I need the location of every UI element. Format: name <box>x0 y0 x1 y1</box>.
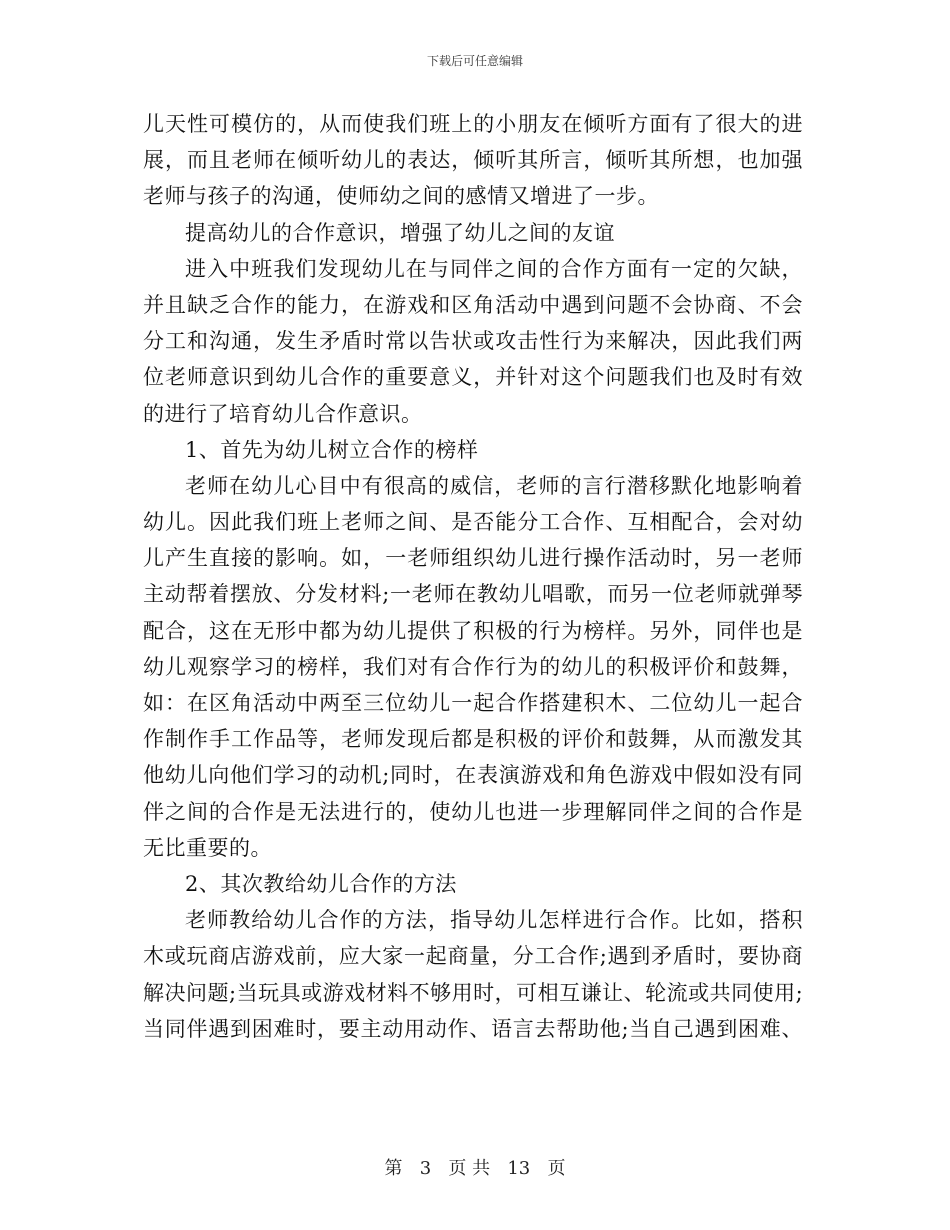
text-line: 提高幼儿的合作意识，增强了幼儿之间的友谊 <box>185 220 615 245</box>
text-line: 的进行了培育幼儿合作意识。 <box>143 401 423 426</box>
text-line: 伴之间的合作是无法进行的，使幼儿也进一步理解同伴之间的合作是 <box>143 799 803 824</box>
text-line: 位老师意识到幼儿合作的重要意义，并针对这个问题我们也及时有效 <box>143 365 803 390</box>
text-line: 解决问题;当玩具或游戏材料不够用时，可相互谦让、轮流或共同使用; <box>143 980 804 1005</box>
text-line: 主动帮着摆放、分发材料;一老师在教幼儿唱歌，而另一位老师就弹琴 <box>143 582 803 607</box>
text-line: 作制作手工作品等，老师发现后都是积极的评价和鼓舞，从而激发其 <box>143 727 803 752</box>
text-line: 1、首先为幼儿树立合作的榜样 <box>185 437 479 462</box>
text-line: 老师在幼儿心目中有很高的威信，老师的言行潜移默化地影响着 <box>185 473 803 498</box>
text-line: 并且缺乏合作的能力，在游戏和区角活动中遇到问题不会协商、不会 <box>143 292 803 317</box>
text-line: 配合，这在无形中都为幼儿提供了积极的行为榜样。另外，同伴也是 <box>143 618 803 643</box>
text-line: 2、其次教给幼儿合作的方法 <box>185 871 457 896</box>
footer-suffix: 页 <box>547 1158 566 1179</box>
footer-prefix: 第 <box>384 1158 403 1179</box>
text-line: 展，而且老师在倾听幼儿的表达，倾听其所言，倾听其所想，也加强 <box>143 148 803 173</box>
text-line: 他幼儿向他们学习的动机;同时，在表演游戏和角色游戏中假如没有同 <box>143 763 803 788</box>
header-note: 下载后可任意编辑 <box>426 54 523 68</box>
text-line: 老师教给幼儿合作的方法，指导幼儿怎样进行合作。比如，搭积 <box>185 908 803 933</box>
text-line: 如：在区角活动中两至三位幼儿一起合作搭建积木、二位幼儿一起合 <box>143 691 803 715</box>
text-line: 分工和沟通，发生矛盾时常以告状或攻击性行为来解决，因此我们两 <box>143 329 803 354</box>
document-body <box>143 106 803 1047</box>
footer-current-page: 3 <box>419 1158 432 1179</box>
text-line: 幼儿。因此我们班上老师之间、是否能分工合作、互相配合，会对幼 <box>143 510 803 535</box>
text-line: 进入中班我们发现幼儿在与同伴之间的合作方面有一定的欠缺， <box>185 256 803 281</box>
text-line: 儿天性可模仿的，从而使我们班上的小朋友在倾听方面有了很大的进 <box>143 112 803 136</box>
text-line: 木或玩商店游戏前，应大家一起商量，分工合作;遇到矛盾时，要协商 <box>143 944 803 969</box>
footer-total-pages: 13 <box>507 1158 531 1179</box>
text-line: 无比重要的。 <box>143 835 272 860</box>
footer-middle: 页 共 <box>448 1158 491 1179</box>
text-line: 儿产生直接的影响。如，一老师组织幼儿进行操作活动时，另一老师 <box>143 546 803 571</box>
text-line: 老师与孩子的沟通，使师幼之间的感情又增进了一步。 <box>143 184 659 209</box>
text-line: 当同伴遇到困难时，要主动用动作、语言去帮助他;当自己遇到困难、 <box>143 1016 803 1041</box>
page-footer <box>0 1154 950 1180</box>
text-line: 幼儿观察学习的榜样，我们对有合作行为的幼儿的积极评价和鼓舞， <box>143 654 803 679</box>
